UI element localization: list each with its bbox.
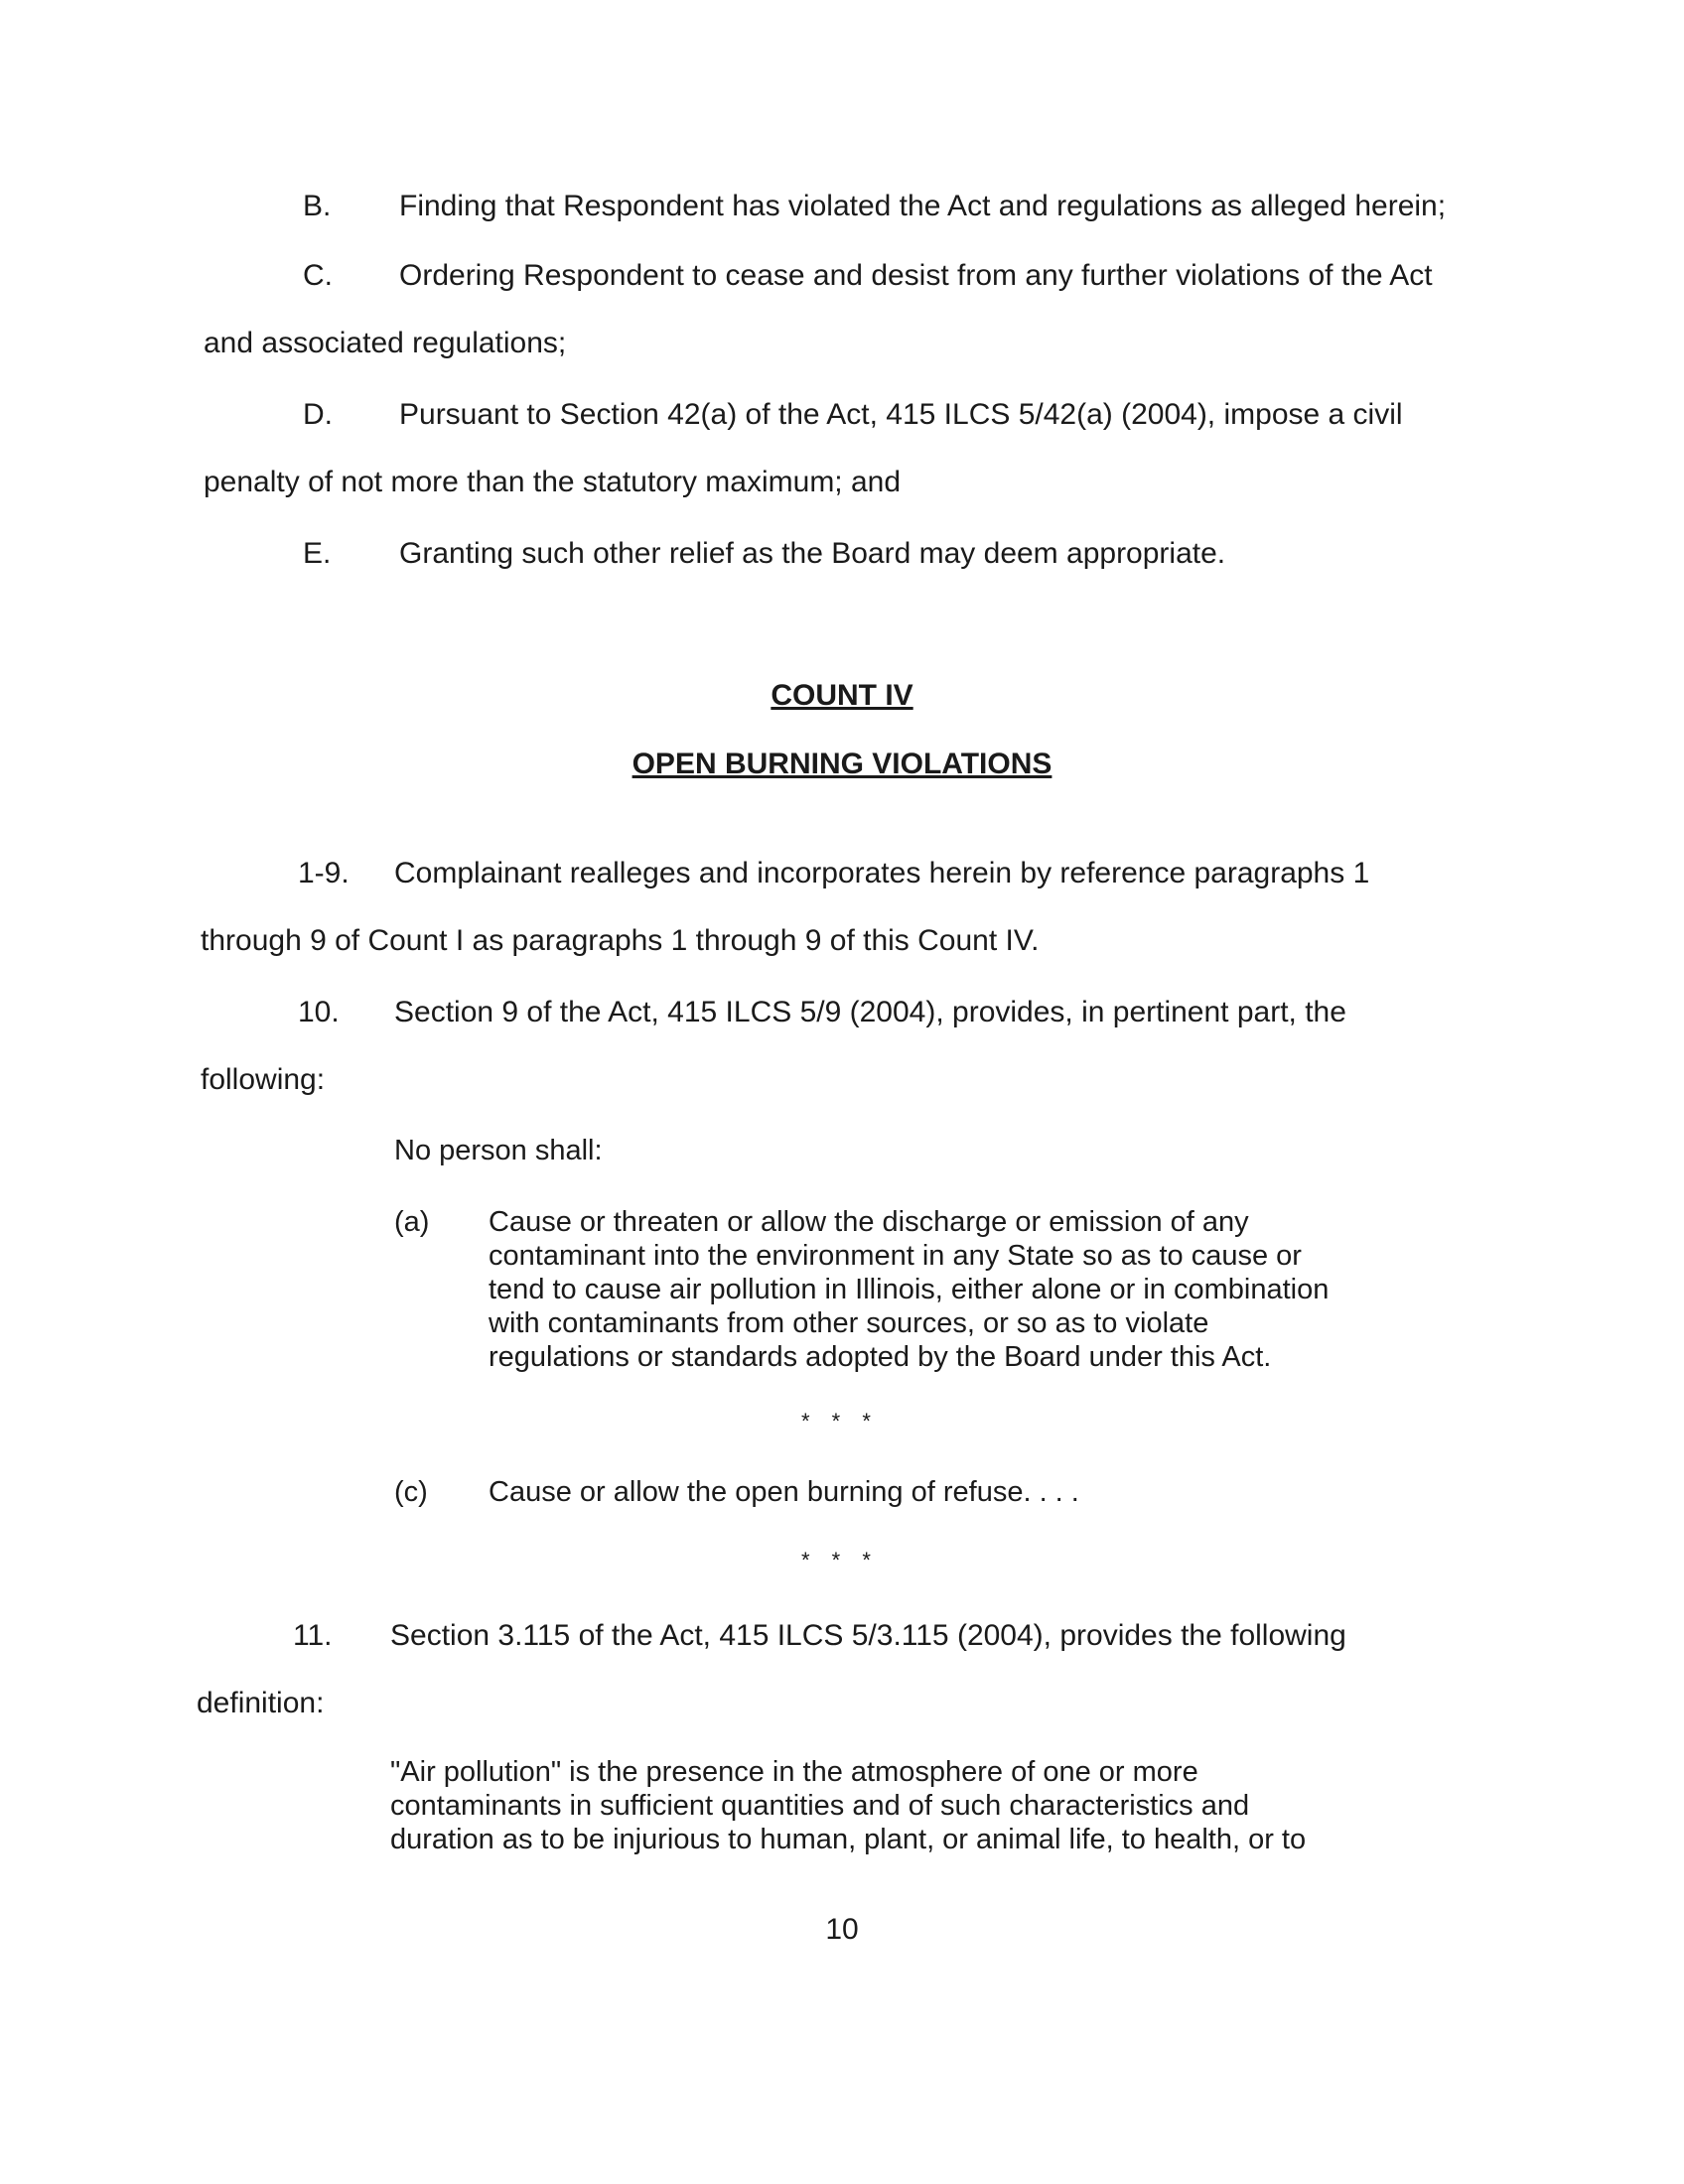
paragraph-text: Complainant realleges and incorporates herein by reference paragraphs 1 <box>394 857 1370 889</box>
relief-item-text: Ordering Respondent to cease and desist from any further violations of the Act <box>399 259 1433 292</box>
relief-item-text: Granting such other relief as the Board may deem appropriate. <box>399 537 1226 570</box>
relief-item-text: Finding that Respondent has violated the Act and regulations as alleged herein; <box>399 190 1447 222</box>
quote-item-label: (a) <box>394 1206 430 1238</box>
ellipsis-marker: * * * <box>801 1548 879 1572</box>
paragraph-text: Section 9 of the Act, 415 ILCS 5/9 (2004), provides, in pertinent part, the <box>394 996 1346 1028</box>
quote-line: regulations or standards adopted by the Board under this Act. <box>489 1341 1272 1373</box>
relief-item-continuation: and associated regulations; <box>204 327 567 359</box>
paragraph-continuation: through 9 of Count I as paragraphs 1 through 9 of this Count IV. <box>201 924 1040 957</box>
relief-item-continuation: penalty of not more than the statutory maximum; and <box>204 466 902 498</box>
quote-line: "Air pollution" is the presence in the atmosphere of one or more <box>390 1756 1198 1788</box>
relief-item-letter: B. <box>303 190 332 222</box>
paragraph-number: 1-9. <box>298 857 350 889</box>
quote-line: contaminant into the environment in any State so as to cause or <box>489 1240 1302 1272</box>
quote-line: contaminants in sufficient quantities and of such characteristics and <box>390 1790 1250 1822</box>
relief-item-letter: C. <box>303 259 333 292</box>
paragraph-continuation: definition: <box>197 1687 325 1719</box>
count-subheading: OPEN BURNING VIOLATIONS <box>632 748 1052 780</box>
quote-line: Cause or threaten or allow the discharge or emission of any <box>489 1206 1249 1238</box>
quote-line: tend to cause air pollution in Illinois, either alone or in combination <box>489 1274 1330 1305</box>
page-number: 10 <box>825 1913 859 1946</box>
relief-item-letter: E. <box>303 537 332 570</box>
quote-item-label: (c) <box>394 1476 428 1508</box>
quote-intro: No person shall: <box>394 1135 603 1166</box>
paragraph-number: 11. <box>293 1619 333 1652</box>
paragraph-number: 10. <box>298 996 340 1028</box>
relief-item-text: Pursuant to Section 42(a) of the Act, 415 ILCS 5/42(a) (2004), impose a civil <box>399 398 1403 431</box>
quote-line: Cause or allow the open burning of refuse. . . . <box>489 1476 1079 1508</box>
relief-item-letter: D. <box>303 398 333 431</box>
count-heading: COUNT IV <box>771 679 913 712</box>
paragraph-text: Section 3.115 of the Act, 415 ILCS 5/3.115 (2004), provides the following <box>390 1619 1346 1652</box>
paragraph-continuation: following: <box>201 1063 326 1096</box>
ellipsis-marker: * * * <box>801 1409 879 1433</box>
quote-line: with contaminants from other sources, or so as to violate <box>489 1307 1209 1339</box>
quote-line: duration as to be injurious to human, plant, or animal life, to health, or to <box>390 1824 1307 1855</box>
